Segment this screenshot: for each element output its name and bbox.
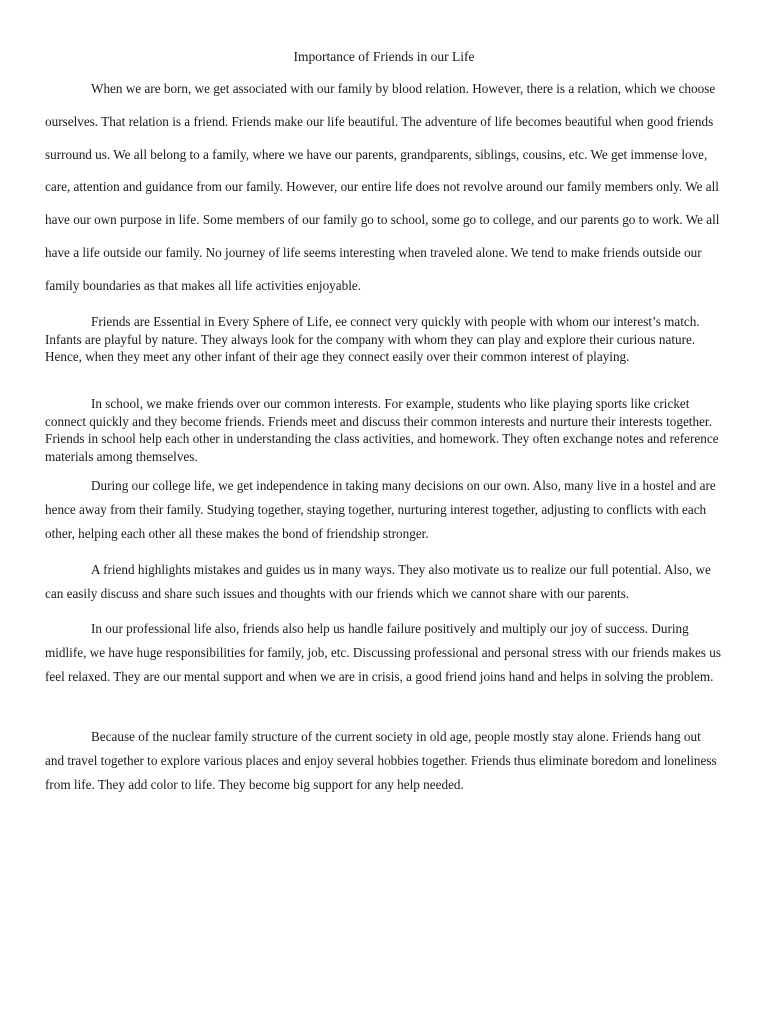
paragraph-text: In our professional life also, friends also help us handle failure positively and multiply our joy of success. During midlife, we have huge responsibilities for family, job, etc. Discussing professional and personal stress with our friends makes us feel relaxed. They are our mental support and when we are in crisis, a good friend joins hand and helps in solving the problem.	[45, 621, 721, 685]
paragraph-old-age	[45, 725, 722, 798]
paragraph-text: Friends are Essential in Every Sphere of Life, ee connect very quickly with people with whom our interest’s match. Infants are playful by nature. They always look for the company with whom they can play and explore their curious nature. Hence, when they meet any other infant of their age they connect easily over their common interest of playing.	[45, 314, 700, 365]
paragraph-school	[45, 395, 722, 465]
paragraph-text: Because of the nuclear family structure of the current society in old age, people mostly stay alone. Friends hang out and travel together to explore various places and enjoy several hobbies together. Friends thus eliminate boredom and loneliness from life. They add color to life. They become big support for any help needed.	[45, 729, 717, 793]
paragraph-text: During our college life, we get independence in taking many decisions on our own. Also, many live in a hostel and are hence away from their family. Studying together, staying together, nurturing interest together, adjusting to conflicts with each other, helping each other all these makes the bond of friendship stronger.	[45, 478, 716, 542]
paragraph-college	[45, 474, 722, 547]
paragraph-professional-life	[45, 617, 722, 690]
paragraph-essential-every-sphere	[45, 313, 722, 366]
paragraph-text: In school, we make friends over our common interests. For example, students who like playing sports like cricket connect quickly and they become friends. Friends meet and discuss their common interests and nurture their interests together. Friends in school help each other in understanding the class activities, and homework. They often exchange notes and reference materials among themselves.	[45, 396, 719, 464]
paragraph-born-relation	[45, 73, 722, 303]
paragraph-text: When we are born, we get associated with our family by blood relation. However, there is a relation, which we choose ourselves. That relation is a friend. Friends make our life beautiful. The adventure of life becomes beautiful when good friends surround us. We all belong to a family, where we have our parents, grandparents, siblings, cousins, etc. We get immense love, care, attention and guidance from our family. However, our entire life does not revolve around our family members only. We all have our own purpose in life. Some members of our family go to school, some go to college, and our parents go to work. We all have a life outside our family. No journey of life seems interesting when traveled alone. We tend to make friends outside our family boundaries as that makes all life activities enjoyable.	[45, 81, 720, 293]
paragraph-friend-guides	[45, 558, 722, 606]
paragraph-text: A friend highlights mistakes and guides us in many ways. They also motivate us to realize our full potential. Also, we can easily discuss and share such issues and thoughts with our friends which we cannot share with our parents.	[45, 562, 711, 602]
document-title: Importance of Friends in our Life	[293, 49, 475, 64]
